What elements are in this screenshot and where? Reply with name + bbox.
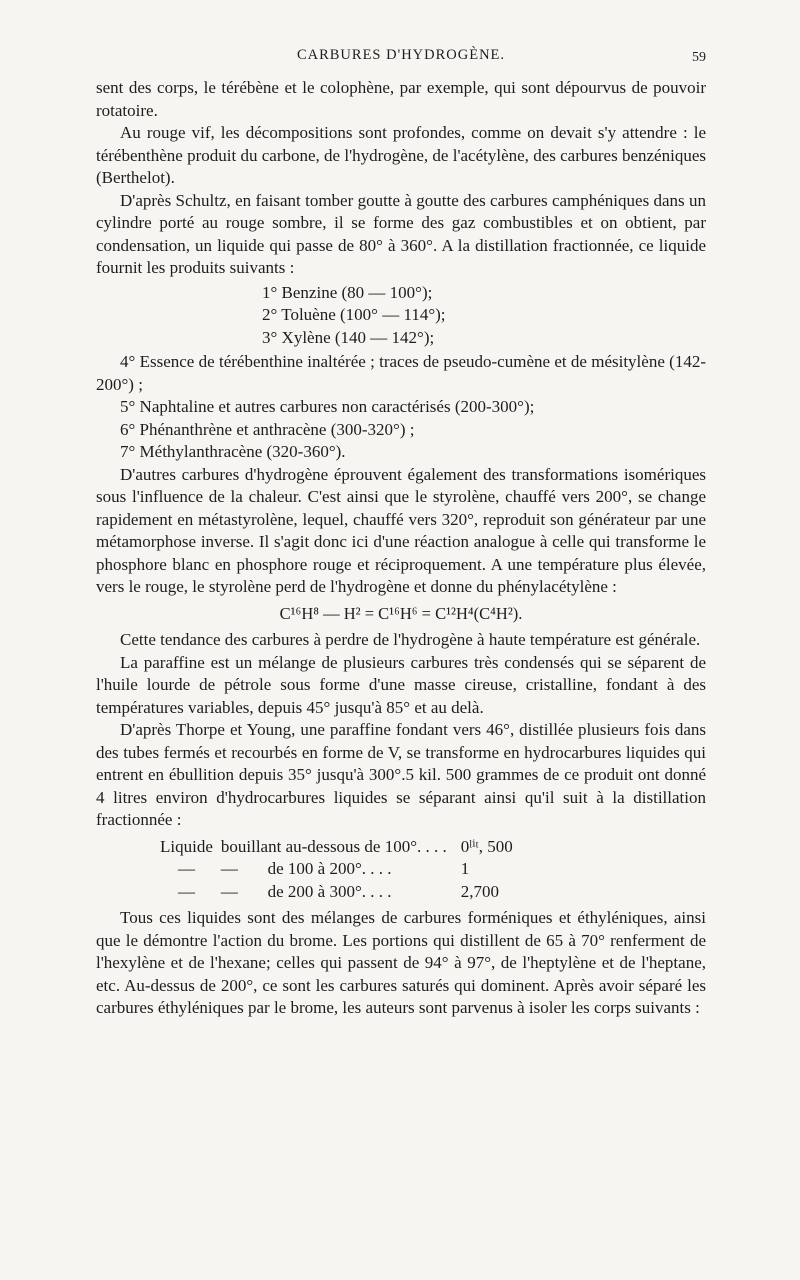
- table-row: [156, 881, 517, 904]
- chemical-formula: C¹⁶H⁸ — H² = C¹⁶H⁶ = C¹²H⁴(C⁴H²).: [279, 603, 523, 623]
- table-cell: bouillant au-dessous de 100°. . . .: [220, 836, 447, 856]
- table-cell: Liquide: [160, 836, 213, 856]
- table-row: [156, 836, 517, 859]
- paragraph: D'autres carbures d'hydrogène éprouvent également des transformations isomériques sous l'influence de la chaleur. C'est ainsi que le styrolène, chauffé vers 200°, se change rapidement en métastyrolène, lequel, chauffé vers 320°, reproduit son générateur par une métamorphose inverse. Il s'agit donc ici d'une réaction analogue à celle qui transforme le phosphore blanc en phosphore rouge et réciproquement. A une température plus élevée, vers le rouge, le styrolène perd de l'hydrogène et donne du phénylacétylène :: [96, 464, 706, 596]
- page-header: [96, 44, 706, 68]
- page-number: 59: [692, 50, 706, 65]
- table-cell: —: [177, 859, 195, 878]
- paragraph: La paraffine est un mélange de plusieurs carbures très condensés qui se séparent de l'huile lourde de pétrole sous forme d'une masse cireuse, cristalline, fondant à des températures variables, depuis 45° jusqu'à 85° et au delà.: [96, 652, 706, 717]
- table-cell: — de 200 à 300°. . . .: [220, 881, 392, 901]
- table-row: [156, 858, 517, 881]
- list-item: 1° Benzine (80 — 100°);: [262, 282, 433, 302]
- distillation-table: [156, 836, 517, 904]
- paragraph: D'après Schultz, en faisant tomber goutte à goutte des carbures camphéniques dans un cylindre porté au rouge sombre, il se forme des gaz combustibles et on obtient, par condensation, un liquide qui passe de 80° à 360°. A la distillation fractionnée, ce liquide fournit les produits suivants :: [96, 190, 706, 277]
- products-list: [96, 282, 706, 350]
- page-body: [96, 77, 706, 1020]
- paragraph: sent des corps, le térébène et le colophène, par exemple, qui sont dépourvus de pouvoir rotatoire.: [96, 78, 706, 120]
- list-item: 5° Naphtaline et autres carbures non caractérisés (200-300°);: [120, 397, 535, 416]
- list-item: 4° Essence de térébenthine inaltérée ; traces de pseudo-cumène et de mésitylène (142-200°) ;: [96, 352, 706, 394]
- table-cell: 1: [460, 859, 470, 878]
- paragraph: D'après Thorpe et Young, une paraffine fondant vers 46°, distillée plusieurs fois dans des tubes fermés et recourbés en forme de V, se transforme en hydrocarbures liquides qui entrent en ébullition depuis 35° jusqu'à 300°.5 kil. 500 grammes de ce produit ont donné 4 litres environ d'hydrocarbures liquides se séparant ainsi qu'il suit à la distillation fractionnée :: [96, 720, 706, 829]
- paragraph: Tous ces liquides sont des mélanges de carbures forméniques et éthyléniques, ainsi que le démontre l'action du brome. Les portions qui distillent de 65 à 70° renferment de l'hexylène et de l'hexane; celles qui passent de 94° à 97°, de l'heptylène et de l'heptane, etc. Au-dessus de 200°, ce sont les carbures saturés qui dominent. Après avoir séparé les carbures éthyléniques par le brome, les auteurs sont parvenus à isoler les corps suivants :: [96, 908, 706, 1017]
- paragraph: Cette tendance des carbures à perdre de l'hydrogène à haute température est générale.: [120, 630, 701, 649]
- running-head: CARBURES D'HYDROGÈNE.: [296, 47, 506, 63]
- table-cell: 0ˡⁱᵗ, 500: [460, 836, 513, 856]
- list-item: 2° Toluène (100° — 114°);: [262, 305, 446, 324]
- table-cell: —: [177, 881, 195, 901]
- paragraph: Au rouge vif, les décompositions sont profondes, comme on devait s'y attendre : le térébenthène produit du carbone, de l'hydrogène, de l'acétylène, des carbures benzéniques (Berthelot).: [96, 123, 706, 187]
- list-item: 7° Méthylanthracène (320-360°).: [120, 442, 346, 461]
- table-cell: — de 100 à 200°. . . .: [220, 859, 392, 878]
- list-item: 6° Phénanthrène et anthracène (300-320°) ;: [120, 419, 415, 439]
- table-cell: 2,700: [460, 881, 500, 901]
- list-item: 3° Xylène (140 — 142°);: [262, 327, 435, 347]
